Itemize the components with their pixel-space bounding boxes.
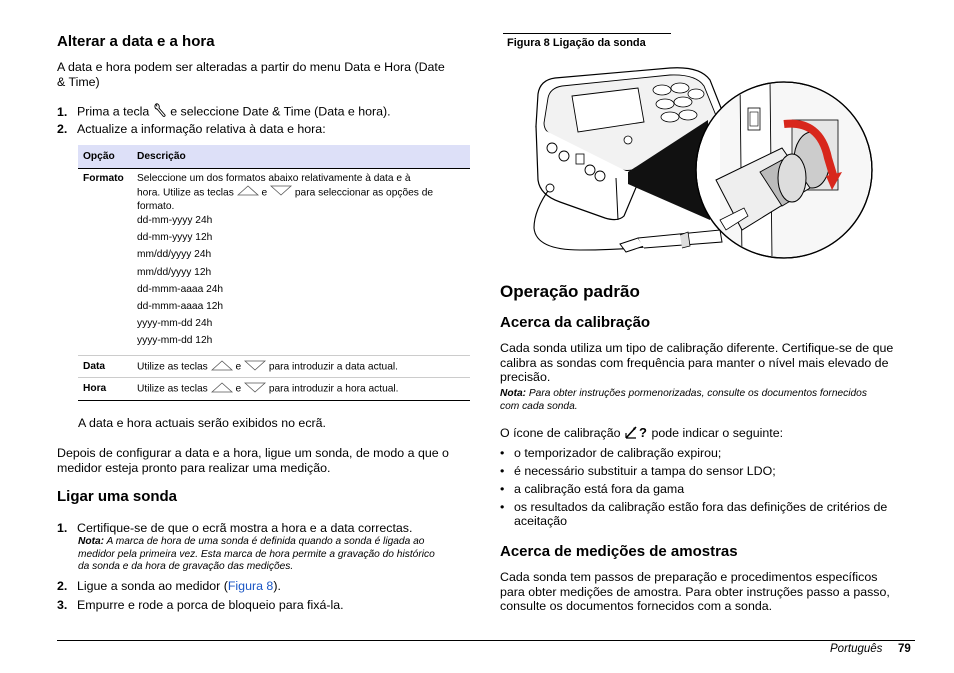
wrench-key-icon xyxy=(153,103,167,122)
note-text: A marca de hora de uma sonda é definida quando a sonda é ligada ao xyxy=(104,536,425,547)
step-number: 1. xyxy=(57,104,68,119)
row-desc-format xyxy=(137,173,467,213)
footer-rule xyxy=(57,640,915,641)
table-row-rule xyxy=(78,377,470,378)
up-arrow-key-icon xyxy=(211,360,233,374)
format-option: dd-mmm-aaaa 24h xyxy=(137,283,224,295)
options-table xyxy=(78,145,470,168)
row-desc-date xyxy=(137,360,398,374)
step-2-update-info xyxy=(57,122,326,137)
note-text: da sonda e da hora de gravação das medições. xyxy=(78,561,294,573)
calibration-icon-text: pode indicar o seguinte: xyxy=(651,426,784,441)
table-bottom-rule xyxy=(78,400,470,401)
note-text: Para obter instruções pormenorizadas, consulte os documentos fornecidos xyxy=(526,388,867,399)
format-desc-line: Seleccione um dos formatos abaixo relativamente à data e à xyxy=(137,173,411,184)
format-desc-text: hora. Utilize as teclas xyxy=(137,187,234,199)
row-label-date: Data xyxy=(83,361,106,372)
note-text: medidor pela primeira vez. Esta marca de hora permite a gravação do histórico xyxy=(78,548,435,560)
heading-about-sample-measurements: Acerca de medições de amostras xyxy=(500,543,738,560)
heading-standard-operation: Operação padrão xyxy=(500,282,640,301)
format-option: mm/dd/yyyy 24h xyxy=(137,249,212,261)
calibration-bullet-list xyxy=(500,446,920,536)
svg-text:?: ? xyxy=(639,425,647,440)
list-item xyxy=(500,446,920,461)
list-item-text: o temporizador de calibração expirou; xyxy=(514,446,722,460)
down-arrow-key-icon xyxy=(270,185,292,200)
format-option: yyyy-mm-dd 24h xyxy=(137,318,213,330)
step-text: ). xyxy=(273,579,281,593)
step-1-press-key xyxy=(57,103,391,122)
measurements-line: para obter medições de amostra. Para obter instruções passo a passo, xyxy=(500,584,890,599)
probe-connection-illustration xyxy=(520,60,882,262)
list-item xyxy=(500,464,920,479)
step-text: Certifique-se de que o ecrã mostra a hora e a data correctas. xyxy=(77,521,413,535)
calibration-icon-text: O ícone de calibração xyxy=(500,426,621,441)
down-arrow-key-icon xyxy=(244,382,266,396)
calibration-line: Cada sonda utiliza um tipo de calibração diferente. Certifique-se de que xyxy=(500,341,894,355)
table-header xyxy=(78,145,470,168)
date-desc-text: Utilize as teclas xyxy=(137,361,208,373)
note-label: Nota: xyxy=(78,536,105,547)
calibration-line: calibra as sondas com frequência para manter o nível mais elevado de xyxy=(500,355,889,370)
step-number: 3. xyxy=(57,598,68,612)
figure-8-link[interactable]: Figura 8 xyxy=(227,579,274,593)
figure-probe-connection xyxy=(520,60,882,262)
bullet-icon: • xyxy=(500,446,505,460)
after-config-line: Depois de configurar a data e a hora, ligue um sonda, de modo a que o xyxy=(57,446,449,460)
calibration-icon-line xyxy=(500,424,783,444)
after-config-paragraph xyxy=(57,446,449,475)
figure-caption: Figura 8 Ligação da sonda xyxy=(507,37,646,49)
list-item xyxy=(500,482,920,497)
list-item-text: aceitação xyxy=(514,514,568,528)
time-desc-text: e xyxy=(235,383,242,395)
heading-change-date-time: Alterar a data e a hora xyxy=(57,33,215,50)
calibration-icon xyxy=(624,424,648,444)
step-number: 2. xyxy=(57,122,68,136)
calibration-note xyxy=(500,388,920,413)
format-option: yyyy-mm-dd 12h xyxy=(137,335,213,347)
step-text: Empurre e rode a porca de bloqueio para fixá-la. xyxy=(77,598,344,612)
bullet-icon: • xyxy=(500,500,505,514)
step-number: 1. xyxy=(57,521,68,535)
measurements-line: consulte os documentos fornecidos com a sonda. xyxy=(500,599,773,613)
measurements-line: Cada sonda tem passos de preparação e procedimentos específicos xyxy=(500,570,878,584)
column-header-option: Opção xyxy=(83,151,115,162)
format-option: mm/dd/yyyy 12h xyxy=(137,266,212,278)
display-note: A data e hora actuais serão exibidos no ecrã. xyxy=(78,416,326,430)
format-option: dd-mmm-aaaa 12h xyxy=(137,300,224,312)
bullet-icon: • xyxy=(500,464,505,478)
step-text: Actualize a informação relativa à data e hora: xyxy=(77,122,326,136)
date-desc-text: e xyxy=(235,361,242,373)
measurements-paragraph xyxy=(500,570,890,614)
format-desc-line: formato. xyxy=(137,200,175,212)
date-desc-text: para introduzir a data actual. xyxy=(268,361,398,373)
page-number: 79 xyxy=(898,643,911,655)
step-text: Prima a tecla xyxy=(77,104,150,119)
footer-language: Português xyxy=(830,643,883,655)
list-item xyxy=(500,500,920,530)
list-item-text: os resultados da calibração estão fora das definições de critérios de xyxy=(514,500,888,514)
intro-paragraph xyxy=(57,60,445,89)
after-config-line: medidor esteja pronto para realizar uma medição. xyxy=(57,460,331,475)
table-header-rule xyxy=(78,168,470,169)
step-number: 2. xyxy=(57,579,68,593)
row-label-time: Hora xyxy=(83,383,107,394)
up-arrow-key-icon xyxy=(237,185,259,200)
figure-caption-rule xyxy=(503,33,671,34)
intro-line-2: & Time) xyxy=(57,74,100,89)
intro-line-1: A data e hora podem ser alteradas a partir do menu Data e Hora (Date xyxy=(57,60,445,74)
format-desc-line xyxy=(137,185,467,200)
time-desc-text: Utilize as teclas xyxy=(137,383,208,395)
format-option: dd-mm-yyyy 12h xyxy=(137,232,213,244)
down-arrow-key-icon xyxy=(244,360,266,374)
step-text: Ligue a sonda ao medidor ( xyxy=(77,579,228,593)
bullet-icon: • xyxy=(500,482,505,496)
probe-step-3 xyxy=(57,598,344,613)
format-desc-text: e xyxy=(261,187,268,199)
format-option: dd-mm-yyyy 24h xyxy=(137,215,213,226)
calibration-line: precisão. xyxy=(500,370,551,384)
probe-step-1 xyxy=(57,521,412,536)
format-desc-text: para seleccionar as opções de xyxy=(294,187,434,199)
calibration-paragraph xyxy=(500,341,893,385)
table-row-rule xyxy=(78,355,470,356)
probe-step-2 xyxy=(57,579,281,594)
probe-step-1-note xyxy=(78,536,478,574)
time-desc-text: para introduzir a hora actual. xyxy=(268,383,399,395)
step-text: e seleccione Date & Time (Data e hora). xyxy=(170,104,391,119)
note-label: Nota: xyxy=(500,388,527,399)
note-text: com cada sonda. xyxy=(500,400,578,412)
list-item-text: é necessário substituir a tampa do sensor LDO; xyxy=(514,464,776,478)
up-arrow-key-icon xyxy=(211,382,233,396)
heading-about-calibration: Acerca da calibração xyxy=(500,314,651,331)
column-header-description: Descrição xyxy=(137,151,186,162)
row-desc-time xyxy=(137,382,399,396)
list-item-text: a calibração está fora da gama xyxy=(514,482,685,496)
row-label-format: Formato xyxy=(83,173,124,184)
heading-connect-probe: Ligar uma sonda xyxy=(57,488,178,505)
format-list xyxy=(137,215,223,353)
